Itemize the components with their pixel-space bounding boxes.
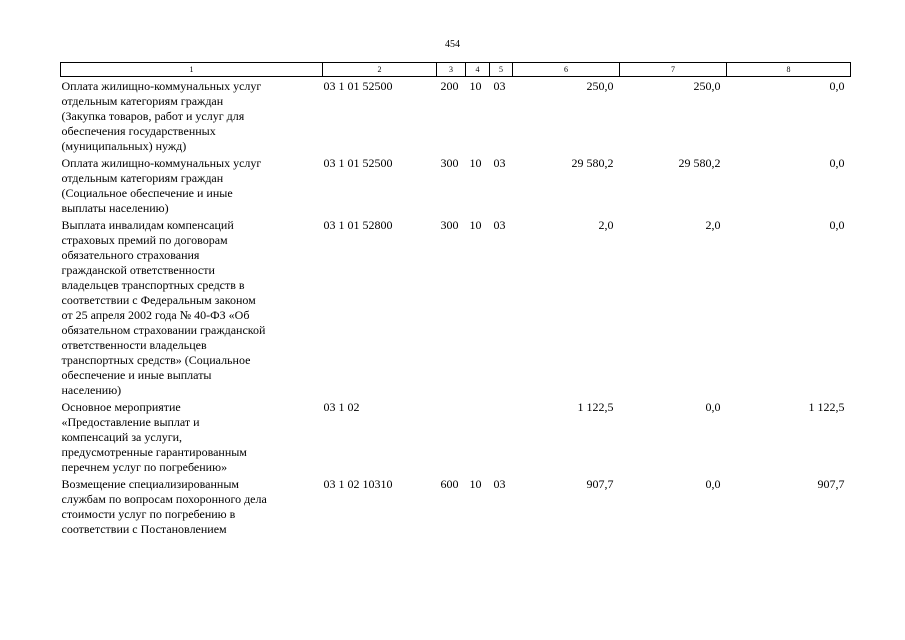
table-row — [61, 154, 851, 216]
page-number: 454 — [445, 39, 460, 50]
budget-table — [60, 62, 851, 537]
row-target-code: 03 1 01 52500 — [323, 79, 393, 93]
row-amount-7: 29 580,2 — [678, 156, 721, 170]
table-row — [61, 475, 851, 537]
row-amount-8: 0,0 — [829, 156, 845, 170]
row-subsection: 03 — [493, 218, 506, 232]
header-cell: 4 — [466, 63, 490, 77]
header-cell: 5 — [490, 63, 513, 77]
row-amount-8: 907,7 — [817, 477, 845, 491]
row-expense-type: 200 — [440, 79, 459, 93]
row-amount-6: 907,7 — [586, 477, 614, 491]
row-amount-8: 1 122,5 — [808, 400, 845, 414]
row-subsection: 03 — [493, 156, 506, 170]
row-subsection: 03 — [493, 79, 506, 93]
header-cell: 2 — [323, 63, 437, 77]
row-amount-8: 0,0 — [829, 218, 845, 232]
row-expense-type: 300 — [440, 218, 459, 232]
row-section: 10 — [469, 156, 482, 170]
row-amount-7: 250,0 — [693, 79, 721, 93]
row-section: 10 — [469, 477, 482, 491]
header-cell: 8 — [727, 63, 851, 77]
row-name: Возмещение специализированным службам по вопросам похоронного дела стоимости услуг по погребению в соответствии с Постановлением — [61, 477, 267, 536]
row-name: Оплата жилищно-коммунальных услуг отдельным категориям граждан (Закупка товаров, работ и услуг для обеспечения государственных (муниципальных) нужд) — [61, 79, 262, 153]
row-amount-6: 250,0 — [586, 79, 614, 93]
row-target-code: 03 1 01 52800 — [323, 218, 393, 232]
header-cell: 7 — [620, 63, 727, 77]
row-name: Оплата жилищно-коммунальных услуг отдельным категориям граждан (Социальное обеспечение и иные выплаты населению) — [61, 156, 262, 215]
header-cell: 6 — [513, 63, 620, 77]
header-row — [61, 63, 851, 77]
row-amount-7: 0,0 — [705, 477, 721, 491]
row-subsection: 03 — [493, 477, 506, 491]
row-expense-type: 300 — [440, 156, 459, 170]
row-target-code: 03 1 02 10310 — [323, 477, 393, 491]
row-section: 10 — [469, 79, 482, 93]
row-name: Основное мероприятие «Предоставление выплат и компенсаций за услуги, предусмотренные гарантированным перечнем услуг по погребению» — [61, 400, 247, 474]
row-name: Выплата инвалидам компенсаций страховых премий по договорам обязательного страхования гражданской ответственности владельцев транспортных средств в соответствии с Федеральным законом от 25 апреля 2002 года № 40-ФЗ «Об обязательном страховании гражданской ответственности владельцев транспортных средств» (Социальное обеспечение и иные выплаты населению) — [61, 218, 266, 397]
header-cell: 3 — [437, 63, 466, 77]
row-amount-7: 0,0 — [705, 400, 721, 414]
row-amount-8: 0,0 — [829, 79, 845, 93]
row-subsection — [490, 398, 513, 475]
row-target-code: 03 1 01 52500 — [323, 156, 393, 170]
row-amount-6: 1 122,5 — [577, 400, 614, 414]
row-expense-type: 600 — [440, 477, 459, 491]
table-row — [61, 77, 851, 155]
row-expense-type — [437, 398, 466, 475]
table-row — [61, 398, 851, 475]
row-section — [466, 398, 490, 475]
header-cell: 1 — [61, 63, 323, 77]
row-target-code: 03 1 02 — [323, 400, 360, 414]
row-amount-6: 29 580,2 — [571, 156, 614, 170]
table-row — [61, 216, 851, 398]
row-amount-7: 2,0 — [705, 218, 721, 232]
row-amount-6: 2,0 — [598, 218, 614, 232]
row-section: 10 — [469, 218, 482, 232]
